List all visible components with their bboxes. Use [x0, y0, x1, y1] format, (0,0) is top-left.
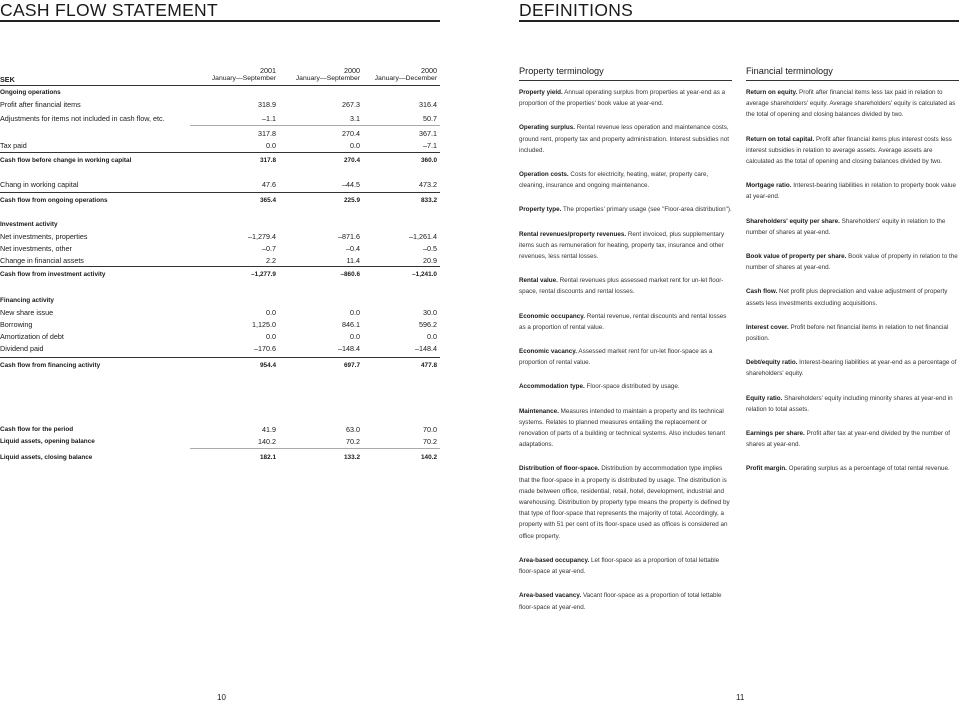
row-value: 47.6: [262, 180, 276, 189]
row-value: –1,277.9: [251, 271, 276, 278]
row-label: Cash flow from financing activity: [0, 362, 101, 369]
definition-term: Operation costs.: [519, 171, 569, 179]
row-value: 2.2: [266, 256, 276, 265]
page-title-cash-flow: CASH FLOW STATEMENT: [0, 0, 218, 20]
row-label: Net investments, properties: [0, 232, 88, 241]
row-value: 846.1: [342, 320, 360, 329]
table-row: [0, 99, 440, 111]
definition-text: Rental revenue less operation and maintenance costs, ground rent, property tax and property administration. Interest subsidies not included.: [519, 124, 730, 154]
table-rule: [0, 192, 440, 193]
definition-item: [746, 322, 959, 344]
row-value: 50.7: [423, 114, 437, 123]
row-value: 70.2: [423, 437, 437, 446]
definition-text: Net profit plus depreciation and value adjustment of property assets less investments excluding acquisitions.: [746, 288, 948, 307]
definition-text: Shareholders' equity including minority shares at year-end in relation to total assets.: [746, 394, 953, 413]
row-value: 316.4: [419, 100, 437, 109]
row-value: 3.1: [350, 114, 360, 123]
row-value: 63.0: [346, 425, 360, 434]
row-value: –0.7: [262, 244, 276, 253]
row-value: 0.0: [350, 308, 360, 317]
definition-term: Property type.: [519, 206, 562, 214]
row-value: 11.4: [346, 256, 360, 265]
row-value: –1,279.4: [248, 232, 276, 241]
header-period-3: January—December: [374, 75, 437, 82]
table-row: [0, 319, 440, 331]
table-row: [0, 140, 440, 152]
table-rule: [190, 448, 440, 449]
definition-item: [746, 463, 959, 474]
row-value: 70.0: [423, 425, 437, 434]
definition-item: [746, 393, 959, 415]
table-row: [0, 331, 440, 343]
definition-item: [746, 180, 959, 202]
table-row: [0, 436, 440, 448]
row-value: 270.4: [342, 129, 360, 138]
definition-text: Profit after financial items less tax paid in relation to average shareholders' equity. Average shareholders' equity is calculated as the total of opening and closing balances divided by two.: [746, 89, 956, 119]
definition-text: Assessed market rent for un-let floor-space as a proportion of rental value.: [519, 348, 713, 367]
definition-term: Book value of property per share.: [746, 253, 847, 261]
table-row: [0, 343, 440, 355]
definition-text: Costs for electricity, heating, water, property care, cleaning, insurance and ongoing maintenance.: [519, 171, 709, 190]
row-value: –0.4: [346, 244, 360, 253]
row-value: 30.0: [423, 308, 437, 317]
definition-text: Rental revenues plus assessed market rent for un-let floor-space, rental discounts and rental losses.: [519, 277, 724, 296]
row-value: 1,125.0: [252, 320, 276, 329]
definition-term: Accommodation type.: [519, 383, 585, 391]
row-value: 477.8: [421, 362, 437, 369]
definition-text: Shareholders' equity in relation to the number of shares at year-end.: [746, 217, 946, 236]
definition-term: Cash flow.: [746, 288, 778, 296]
row-value: 954.4: [260, 362, 276, 369]
row-value: 225.9: [344, 197, 360, 204]
definition-item: [519, 346, 733, 368]
table-row: [0, 452, 440, 464]
row-label: Change in financial assets: [0, 256, 84, 265]
row-label: Cash flow from investment activity: [0, 271, 106, 278]
table-row: [0, 424, 440, 436]
definition-text: Measures intended to maintain a property and its technical systems. Relates to planned measures entailing the replacement or renovation of parts of a building or technical systems. Also includes tenant adaptations.: [519, 407, 726, 449]
definition-item: [519, 204, 733, 215]
definition-term: Profit margin.: [746, 465, 787, 473]
row-label: Amortization of debt: [0, 332, 64, 341]
row-value: –170.6: [254, 344, 276, 353]
row-label: Liquid assets, opening balance: [0, 438, 95, 445]
definition-item: [519, 169, 733, 191]
row-label: Liquid assets, closing balance: [0, 454, 93, 461]
table-row: [0, 243, 440, 255]
row-label: Profit after financial items: [0, 100, 81, 109]
table-row: [0, 179, 440, 191]
table-row: [0, 307, 440, 319]
definition-term: Equity ratio.: [746, 394, 783, 402]
header-year-2: 2000: [344, 66, 360, 75]
row-value: –7.1: [423, 141, 437, 150]
row-label: New share issue: [0, 308, 54, 317]
table-rule: [190, 125, 440, 126]
row-label: Tax paid: [0, 141, 27, 150]
row-label: Chang in working capital: [0, 180, 79, 189]
definition-text: Vacant floor-space as a proportion of total lettable floor-space at year-end.: [519, 592, 722, 611]
table-row: [0, 269, 440, 281]
row-value: –0.5: [423, 244, 437, 253]
definition-term: Debt/equity ratio.: [746, 359, 798, 367]
definition-term: Distribution of floor-space.: [519, 465, 600, 473]
definition-text: Rent invoiced, plus supplementary items such as remuneration for heating, property tax, insurance and other revenues, less rental losses.: [519, 230, 725, 261]
row-value: 0.0: [266, 308, 276, 317]
title-underline-right: [519, 20, 959, 22]
table-row: [0, 231, 440, 243]
definition-item: [519, 122, 733, 156]
page-title-definitions: DEFINITIONS: [519, 0, 634, 20]
definition-term: Return on total capital.: [746, 135, 815, 143]
definition-term: Shareholders' equity per share.: [746, 217, 840, 225]
definition-item: [519, 275, 733, 297]
row-label: Cash flow for the period: [0, 426, 74, 433]
table-rule: [0, 357, 440, 358]
section-heading: [0, 295, 440, 307]
row-value: 317.8: [258, 129, 276, 138]
header-period-1: January—September: [211, 75, 276, 82]
definition-term: Operating surplus.: [519, 124, 575, 132]
definition-text: Operating surplus as a percentage of total rental revenue.: [786, 465, 950, 473]
row-label: Adjustments for items not included in cash flow, etc.: [0, 114, 165, 123]
table-row: [0, 155, 440, 167]
definition-text: Let floor-space as a proportion of total lettable floor-space at year-end.: [519, 556, 720, 576]
definition-term: Property yield.: [519, 89, 563, 96]
row-label: Dividend paid: [0, 344, 44, 353]
definition-term: Economic occupancy.: [519, 312, 586, 320]
table-rule: [0, 152, 440, 153]
row-label: Borrowing: [0, 320, 33, 329]
row-value: 0.0: [266, 141, 276, 150]
row-value: –44.5: [342, 180, 360, 189]
row-value: 833.2: [421, 197, 437, 204]
row-label: Cash flow before change in working capital: [0, 157, 132, 164]
row-value: 367.1: [419, 129, 437, 138]
definition-item: [519, 311, 733, 333]
row-value: 596.2: [419, 320, 437, 329]
definition-item: [519, 381, 733, 392]
definition-item: [519, 590, 733, 612]
row-label: Cash flow from ongoing operations: [0, 197, 108, 204]
definition-term: Mortgage ratio.: [746, 182, 792, 190]
row-value: 0.0: [266, 332, 276, 341]
row-label: Investment activity: [0, 221, 58, 228]
row-value: 0.0: [427, 332, 437, 341]
definition-item: [746, 216, 959, 238]
row-value: 473.2: [419, 180, 437, 189]
definition-item: [746, 357, 959, 379]
definition-item: [746, 286, 959, 308]
definition-term: Earnings per share.: [746, 430, 805, 438]
definition-term: Area-based vacancy.: [519, 592, 582, 600]
section-heading: [0, 219, 440, 231]
row-label: Financing activity: [0, 297, 54, 304]
row-value: 182.1: [260, 454, 276, 461]
definition-item: [519, 87, 733, 109]
definition-text: Profit after financial items plus interest costs less interest subsidies in relation to average assets. Average assets are calculated as the total of opening and closing balances divided by two.: [746, 135, 952, 166]
row-value: 365.4: [260, 197, 276, 204]
row-value: 318.9: [258, 100, 276, 109]
definition-text: Distribution by accommodation type implies that the floor-space in a property is distributed by usage. The distribution is made between office, residential, retail, hotel, development, industrial and warehousing. Distribution by property type means the property is defined by that type of floor-space that represents the majority of total. Accordingly, a property with 51 per cent of its floor-space used as offices is considered an office property.: [519, 465, 730, 540]
row-value: 270.4: [344, 157, 360, 164]
table-row: [0, 360, 440, 372]
definition-term: Interest cover.: [746, 323, 789, 331]
definition-item: [519, 406, 733, 451]
row-value: 20.9: [423, 256, 437, 265]
definition-item: [746, 87, 959, 121]
header-year-3: 2000: [421, 66, 437, 75]
table-header-rule: [0, 85, 440, 86]
table-row: [0, 128, 440, 140]
financial-terms-list: [746, 87, 959, 488]
row-value: 697.7: [344, 362, 360, 369]
definition-item: [519, 555, 733, 577]
row-value: –148.4: [338, 344, 360, 353]
title-underline-left: [0, 20, 440, 22]
definition-text: The properties' primary usage (see "Floor-area distribution").: [561, 206, 732, 214]
header-year-1: 2001: [260, 66, 276, 75]
definition-item: [746, 251, 959, 273]
row-label: Ongoing operations: [0, 89, 61, 96]
definition-text: Profit before net financial items in relation to net financial position.: [746, 323, 949, 343]
definition-text: Interest-bearing liabilities at year-end as a percentage of shareholders' equity.: [746, 359, 957, 378]
row-label: Net investments, other: [0, 244, 72, 253]
row-value: –1,241.0: [412, 271, 437, 278]
row-value: –1.1: [262, 114, 276, 123]
heading-rule-property: [519, 80, 732, 81]
row-value: –148.4: [415, 344, 437, 353]
definition-item: [746, 428, 959, 450]
page-number-right: 11: [736, 693, 745, 702]
property-terms-list: [519, 87, 733, 626]
definition-term: Rental value.: [519, 277, 558, 285]
definition-text: Rental revenue, rental discounts and rental losses as a proportion of rental value.: [519, 312, 727, 331]
definition-term: Maintenance.: [519, 407, 559, 415]
definition-term: Return on equity.: [746, 89, 798, 96]
row-value: 0.0: [350, 332, 360, 341]
table-row: [0, 113, 440, 125]
definition-item: [746, 134, 959, 168]
property-heading: Property terminology: [519, 66, 604, 76]
row-value: 41.9: [262, 425, 276, 434]
row-value: –871.6: [338, 232, 360, 241]
definition-text: Profit after tax at year-end divided by the number of shares at year-end.: [746, 430, 951, 449]
definition-text: Floor-space distributed by usage.: [584, 383, 680, 391]
row-value: –1,261.4: [409, 232, 437, 241]
definition-text: Annual operating surplus from properties at year-end as a proportion of the properties' book value at year-end.: [519, 89, 726, 108]
definition-item: [519, 463, 733, 541]
row-value: 133.2: [344, 454, 360, 461]
table-row: [0, 195, 440, 207]
header-period-2: January—September: [295, 75, 360, 82]
row-value: –860.6: [340, 271, 360, 278]
currency-label: SEK: [0, 75, 15, 84]
table-row: [0, 255, 440, 267]
financial-heading: Financial terminology: [746, 66, 833, 76]
row-value: 140.2: [421, 454, 437, 461]
page-number-left: 10: [217, 693, 226, 702]
definition-term: Rental revenues/property revenues.: [519, 230, 627, 238]
row-value: 140.2: [258, 437, 276, 446]
definition-term: Economic vacancy.: [519, 348, 577, 356]
row-value: 0.0: [350, 141, 360, 150]
definition-text: Book value of property in relation to the number of shares at year-end.: [746, 253, 958, 272]
definition-text: Interest-bearing liabilities in relation to property book value at year-end.: [746, 182, 956, 201]
section-heading: [0, 87, 440, 99]
heading-rule-financial: [746, 80, 959, 81]
definition-term: Area-based occupancy.: [519, 556, 590, 564]
row-value: 70.2: [346, 437, 360, 446]
row-value: 267.3: [342, 100, 360, 109]
row-value: 317.8: [260, 157, 276, 164]
row-value: 360.0: [421, 157, 437, 164]
definition-item: [519, 229, 733, 263]
